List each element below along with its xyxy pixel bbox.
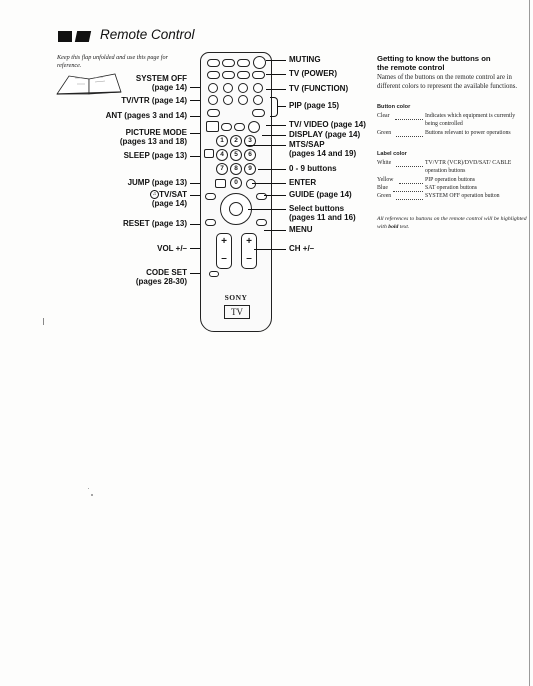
digit-1-button[interactable]: 1 bbox=[216, 135, 228, 147]
leader-line bbox=[246, 145, 286, 146]
label-reset: RESET (page 13) bbox=[122, 219, 187, 228]
digit-6-button[interactable]: 6 bbox=[244, 149, 256, 161]
dot-leader bbox=[393, 191, 423, 192]
dot-leader bbox=[396, 136, 423, 137]
ch-rocker[interactable] bbox=[241, 233, 257, 269]
enter-button[interactable] bbox=[246, 179, 256, 189]
sat-function-button[interactable] bbox=[237, 71, 250, 79]
note-text: All references to buttons on the remote control will be highlighted with bbox=[377, 216, 527, 230]
label-system-off-page: (page 14) bbox=[151, 83, 187, 92]
pip-bracket bbox=[270, 97, 278, 117]
vol-plus-label: + bbox=[221, 236, 227, 247]
label-tv-video: TV/ VIDEO (page 14) bbox=[289, 120, 366, 129]
leader-line bbox=[264, 230, 286, 231]
label-color-key: Green bbox=[377, 193, 392, 199]
button-color-value: Buttons relevant to power operations bbox=[425, 130, 511, 136]
brand-logo: SONY bbox=[224, 293, 248, 302]
display-round-button[interactable] bbox=[248, 121, 260, 133]
vol-rocker[interactable] bbox=[216, 233, 232, 269]
label-guide: GUIDE (page 14) bbox=[289, 190, 352, 199]
function-button[interactable] bbox=[237, 59, 250, 67]
ch-minus-label: – bbox=[246, 253, 252, 264]
pip-button[interactable] bbox=[208, 83, 218, 93]
section-marker bbox=[75, 31, 91, 42]
label-tv-sat: TV/SAT bbox=[159, 190, 187, 199]
label-code-set-page: (pages 28-30) bbox=[135, 277, 187, 286]
page-title: Remote Control bbox=[100, 27, 195, 42]
pip-button[interactable] bbox=[238, 83, 248, 93]
leader-line bbox=[258, 169, 286, 170]
label-picture-mode-page: (pages 13 and 18) bbox=[119, 137, 187, 146]
note-bold: bold bbox=[388, 224, 399, 230]
label-tv-sat-page: (page 14) bbox=[151, 199, 187, 208]
label-color-key: Yellow bbox=[377, 177, 394, 183]
leader-line bbox=[266, 60, 286, 61]
select-center-button[interactable] bbox=[229, 202, 243, 216]
mode-indicator: TV bbox=[224, 305, 250, 319]
scan-speck bbox=[91, 494, 93, 496]
button-color-value: Indicates which equipment is currently being controlled bbox=[425, 113, 516, 127]
digit-7-button[interactable]: 7 bbox=[216, 163, 228, 175]
sleep-button[interactable] bbox=[204, 149, 214, 158]
label-enter: ENTER bbox=[289, 178, 317, 187]
label-jump: JUMP (page 13) bbox=[127, 178, 187, 187]
label-zero-nine: 0 - 9 buttons bbox=[289, 164, 337, 173]
leader-line bbox=[248, 209, 286, 210]
vol-minus-label: – bbox=[221, 253, 227, 264]
guide-heading-line2: the remote control bbox=[377, 63, 445, 72]
digit-4-button[interactable]: 4 bbox=[216, 149, 228, 161]
label-code-set: CODE SET bbox=[146, 268, 187, 277]
code-set-button[interactable] bbox=[209, 271, 219, 277]
label-ch: CH +/– bbox=[289, 244, 315, 253]
pip-button[interactable] bbox=[223, 95, 233, 105]
label-color-value: TV/VTR (VCR)/DVD/SAT/ CABLE operation buttons bbox=[425, 160, 512, 174]
mts-sap-button[interactable] bbox=[234, 123, 245, 131]
leader-line bbox=[252, 183, 286, 184]
label-system-off: SYSTEM OFF bbox=[135, 74, 187, 83]
remote-control bbox=[200, 52, 272, 332]
dot-leader bbox=[399, 183, 423, 184]
label-tv-power: TV (POWER) bbox=[289, 69, 337, 78]
label-tv-function: TV (FUNCTION) bbox=[289, 84, 349, 93]
menu-button[interactable] bbox=[256, 219, 267, 226]
guide-body: Names of the buttons on the remote control are in different colors to represent the available functions. bbox=[377, 74, 518, 90]
label-color-value: PIP operation buttons bbox=[425, 177, 476, 183]
reset-button[interactable] bbox=[205, 219, 216, 226]
digit-0-button[interactable]: 0 bbox=[230, 177, 242, 189]
display-button[interactable] bbox=[221, 123, 232, 131]
leader-line bbox=[266, 125, 286, 126]
label-tv-vtr: TV/VTR (page 14) bbox=[121, 96, 187, 105]
digit-9-button[interactable]: 9 bbox=[244, 163, 256, 175]
dvd-function-button[interactable] bbox=[252, 71, 265, 79]
leader-line bbox=[254, 249, 286, 250]
system-off-button[interactable] bbox=[207, 59, 220, 67]
label-picture-mode: PICTURE MODE bbox=[125, 128, 187, 137]
ch-plus-label: + bbox=[246, 236, 252, 247]
reference-note bbox=[377, 215, 527, 231]
scan-speck bbox=[88, 488, 89, 489]
tv-video-button[interactable] bbox=[252, 109, 265, 117]
label-color-key: White bbox=[377, 160, 392, 166]
button-color-key: Clear bbox=[377, 113, 390, 119]
label-color-heading: Label color bbox=[377, 151, 407, 157]
intro-note: Keep this flap unfolded and use this page for reference. bbox=[57, 54, 169, 69]
tv-vtr-button[interactable] bbox=[222, 59, 235, 67]
label-display: DISPLAY (page 14) bbox=[289, 130, 361, 139]
leader-line bbox=[262, 135, 286, 136]
digit-5-button[interactable]: 5 bbox=[230, 149, 242, 161]
dot-leader bbox=[396, 199, 423, 200]
label-menu: MENU bbox=[289, 225, 313, 234]
note-suffix: text. bbox=[398, 224, 410, 230]
ant-button[interactable] bbox=[207, 109, 220, 117]
digit-3-button[interactable]: 3 bbox=[244, 135, 256, 147]
unfolded-flap-illustration bbox=[55, 70, 125, 96]
pip-button[interactable] bbox=[208, 95, 218, 105]
pip-button[interactable] bbox=[223, 83, 233, 93]
label-vol: VOL +/– bbox=[157, 244, 187, 253]
leader-line bbox=[277, 106, 286, 107]
label-mts-sap-page: (pages 14 and 19) bbox=[289, 149, 357, 158]
lock-icon: ♫ bbox=[150, 190, 159, 199]
scan-speck bbox=[43, 318, 44, 325]
leader-line bbox=[264, 195, 286, 196]
guide-heading-line1: Getting to know the buttons on bbox=[377, 54, 491, 63]
label-color-value: SYSTEM OFF operation button bbox=[425, 193, 500, 199]
section-marker bbox=[58, 31, 72, 42]
page-edge bbox=[529, 0, 530, 686]
digit-8-button[interactable]: 8 bbox=[230, 163, 242, 175]
label-select-page: (pages 11 and 16) bbox=[289, 213, 356, 222]
label-ant: ANT (pages 3 and 14) bbox=[105, 111, 187, 120]
jump-button[interactable] bbox=[215, 179, 226, 188]
pip-button[interactable] bbox=[253, 95, 263, 105]
picture-mode-button[interactable] bbox=[206, 121, 219, 132]
label-color-value: SAT operation buttons bbox=[425, 185, 478, 191]
button-color-heading: Button color bbox=[377, 104, 411, 110]
label-muting: MUTING bbox=[289, 55, 321, 64]
button-color-key: Green bbox=[377, 130, 392, 136]
dot-leader bbox=[395, 119, 423, 120]
label-pip: PIP (page 15) bbox=[289, 101, 340, 110]
tv-sat-button[interactable] bbox=[205, 193, 216, 200]
leader-line bbox=[266, 89, 286, 90]
leader-line bbox=[266, 74, 286, 75]
muting-button[interactable] bbox=[207, 71, 220, 79]
pip-button[interactable] bbox=[253, 83, 263, 93]
tv-function-button[interactable] bbox=[222, 71, 235, 79]
pip-button[interactable] bbox=[238, 95, 248, 105]
power-button[interactable] bbox=[253, 56, 266, 69]
label-sleep: SLEEP (page 13) bbox=[123, 151, 187, 160]
digit-2-button[interactable]: 2 bbox=[230, 135, 242, 147]
dot-leader bbox=[396, 166, 423, 167]
label-color-key: Blue bbox=[377, 185, 388, 191]
label-select: Select buttons bbox=[289, 204, 345, 213]
label-mts-sap: MTS/SAP bbox=[289, 140, 325, 149]
